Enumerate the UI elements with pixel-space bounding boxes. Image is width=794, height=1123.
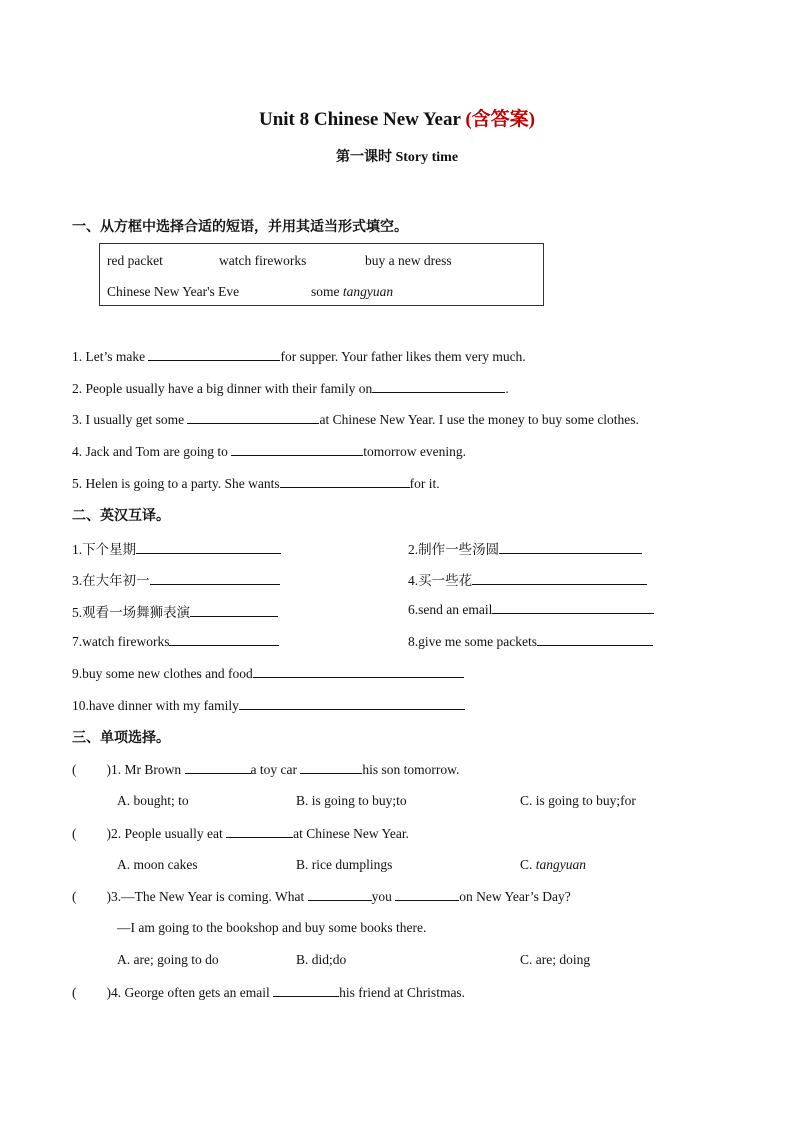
answer-blank[interactable] [253,665,464,678]
answer-blank[interactable] [150,572,280,585]
answer-blank[interactable] [499,541,642,554]
fill-item-2: 2. People usually have a big dinner with their family on . [72,381,509,396]
answer-blank[interactable] [372,380,505,393]
q1-option-b[interactable]: B. is going to buy;to [296,793,407,808]
fill-item-4: 4. Jack and Tom are going to tomorrow evening. [72,444,467,459]
translate-item-6: 6.send an email [408,601,654,618]
choice-question-3: ( )3.—The New Year is coming. What you on New Year’s Day? [72,889,571,904]
answer-tag: (含答案) [465,109,535,130]
translate-item-3: 3.在大年初一 [72,569,280,589]
q2-option-c[interactable]: C. tangyuan [520,857,587,872]
translate-item-7: 7.watch fireworks [72,633,279,650]
translate-item-9: 9.buy some new clothes and food [72,665,464,682]
q3-reply: —I am going to the bookshop and buy some books there. [117,920,427,935]
answer-blank[interactable] [185,761,251,774]
word-box [99,243,544,306]
answer-blank[interactable] [492,601,654,614]
answer-blank[interactable] [136,541,281,554]
fill-item-3: 3. I usually get some at Chinese New Year. I use the money to buy some clothes. [72,412,639,427]
q1-option-c[interactable]: C. is going to buy;for [520,793,636,808]
answer-blank[interactable] [148,348,280,361]
translate-item-2: 2.制作一些汤圆 [408,538,642,558]
answer-blank[interactable] [169,633,279,646]
lesson-subtitle: 第一课时 Story time [335,150,459,165]
section1-heading: 一、从方框中选择合适的短语，并用其适当形式填空。 [72,220,408,235]
section3-heading: 三、单项选择。 [72,731,170,746]
fill-item-1: 1. Let’s make for supper. Your father likes them very much. [72,349,526,364]
fill-item-5: 5. Helen is going to a party. She wants for it. [72,476,440,491]
answer-blank[interactable] [300,761,362,774]
translate-item-5: 5.观看一场舞狮表演 [72,601,278,621]
translate-item-10: 10.have dinner with my family [72,697,465,714]
answer-blank[interactable] [226,825,293,838]
translate-item-1: 1.下个星期 [72,538,281,558]
answer-blank[interactable] [537,633,653,646]
answer-blank[interactable] [190,604,278,617]
q1-option-a[interactable]: A. bought; to [117,793,189,808]
word-buy-dress: buy a new dress [365,253,452,268]
answer-blank[interactable] [273,984,339,997]
q2-option-a[interactable]: A. moon cakes [117,857,198,872]
choice-question-1: ( )1. Mr Brown a toy car his son tomorrow. [72,762,460,777]
answer-blank[interactable] [280,475,410,488]
section2-heading: 二、英汉互译。 [72,509,170,524]
word-tangyuan: some tangyuan [311,284,394,299]
answer-blank[interactable] [472,572,647,585]
choice-question-2: ( )2. People usually eat at Chinese New Year. [72,826,409,841]
translate-item-8: 8.give me some packets [408,633,653,650]
q3-option-c[interactable]: C. are; doing [520,952,591,967]
q2-option-b[interactable]: B. rice dumplings [296,857,393,872]
answer-blank[interactable] [187,411,319,424]
q3-option-b[interactable]: B. did;do [296,952,347,967]
page-title: Unit 8 Chinese New Year (含答案) [258,109,535,130]
answer-blank[interactable] [239,697,465,710]
translate-item-4: 4.买一些花 [408,569,647,589]
word-eve: Chinese New Year's Eve [107,284,240,299]
answer-blank[interactable] [395,888,459,901]
q3-option-a[interactable]: A. are; going to do [117,952,219,967]
word-red-packet: red packet [107,253,163,268]
answer-blank[interactable] [231,443,363,456]
answer-blank[interactable] [308,888,372,901]
word-watch-fireworks: watch fireworks [219,253,307,268]
choice-question-4: ( )4. George often gets an email his friend at Christmas. [72,985,466,1000]
